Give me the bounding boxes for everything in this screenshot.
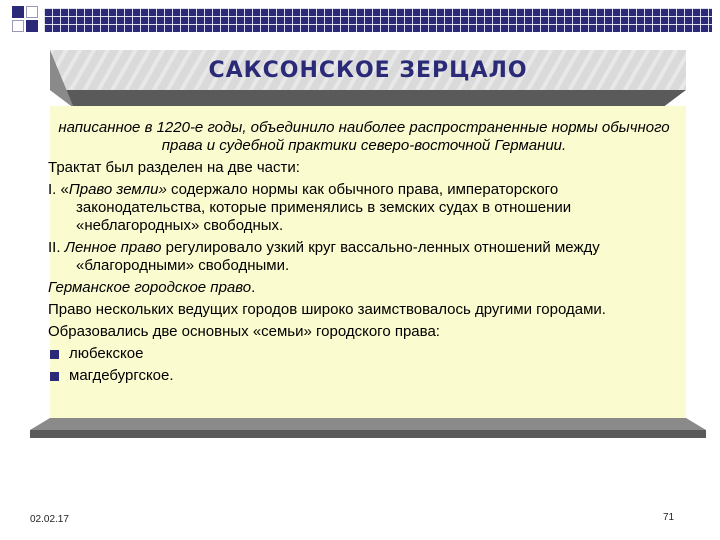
footer-date: 02.02.17 [30,514,69,525]
intro-text: написанное в 1220-е годы, объединило наиболее распространенные нормы обычного права и судебной практики северо-восточной Германии. [58,119,670,154]
square-bullet-icon [50,350,59,359]
deco-square [26,6,38,18]
page-title: САКСОНСКОЕ ЗЕРЦАЛО [208,58,528,83]
paragraph: Германское городское право. [48,279,256,296]
page-number: 71 [663,512,675,523]
paragraph: Образовались две основных «семьи» городского права: [48,323,440,340]
paragraph: Право нескольких ведущих городов широко заимствовалось другими городами. [48,301,606,318]
deco-square [26,20,38,32]
list-item: магдебургское. [48,367,680,385]
square-bullet-icon [50,372,59,381]
list-item: любекское [48,345,680,363]
deco-square [12,6,24,18]
paragraph: I. «Право земли» содержало нормы как обычного права, императорского законодательства, которые применялись в земских судах в отношении «неблагородных» свободных. [48,181,572,234]
header-grid-stripe [44,8,712,32]
paragraph: II. Ленное право регулировало узкий круг вассально-ленных отношений между «благородными» свободными. [48,239,600,274]
deco-square [12,20,24,32]
paragraph: Трактат был разделен на две части: [48,159,300,176]
slide-content [48,119,680,389]
